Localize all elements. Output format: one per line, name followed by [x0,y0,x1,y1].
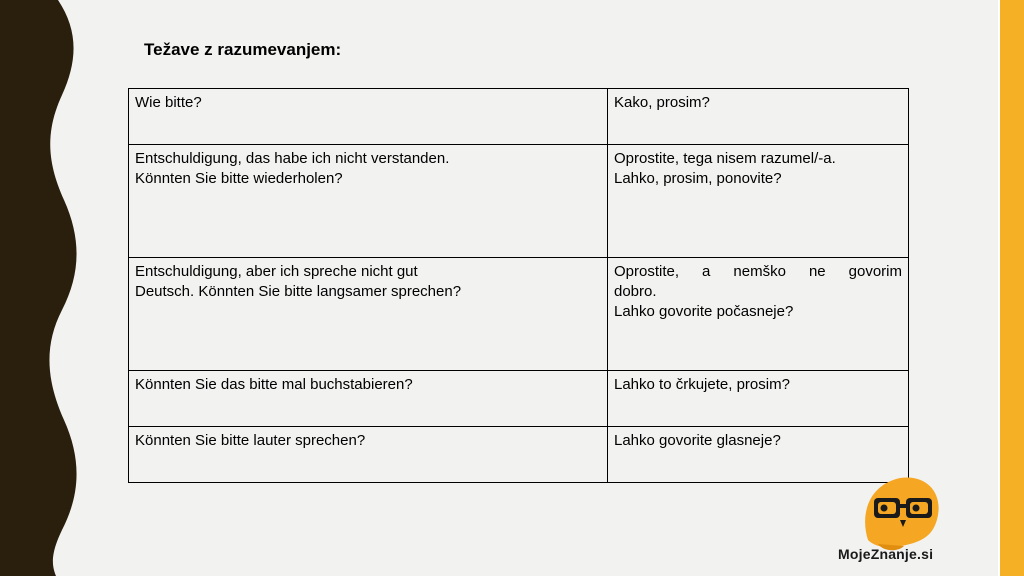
german-phrase-line: Entschuldigung, aber ich spreche nicht gut [135,263,418,280]
german-phrase-line: Deutsch. Könnten Sie bitte langsamer sprechen? [135,283,462,300]
table-row [129,371,909,427]
slovene-translation-line: Oprostite, a nemško ne govorim [614,263,902,280]
table-row [129,89,909,145]
german-phrase-line: Könnten Sie das bitte mal buchstabieren? [135,376,413,393]
table-row [129,427,909,483]
german-phrase-cell [129,258,608,371]
table-row [129,145,909,258]
slovene-translation-cell [608,371,909,427]
slovene-translation-cell [608,258,909,371]
slovene-translation-line: Lahko to črkujete, prosim? [614,376,790,393]
slovene-translation-line: Oprostite, tega nisem razumel/-a. [614,150,836,167]
german-phrase-line: Könnten Sie bitte lauter sprechen? [135,432,366,449]
slovene-translation-line: Lahko govorite glasneje? [614,432,781,449]
table-row [129,258,909,371]
german-phrase-cell [129,145,608,258]
german-phrase-cell [129,427,608,483]
german-phrase-line: Könnten Sie bitte wiederholen? [135,170,343,187]
slide-title: Težave z razumevanjem: [144,40,342,59]
phrase-table [128,88,909,483]
german-phrase-cell [129,371,608,427]
decorative-left-wave [0,0,80,576]
slovene-translation-line: Lahko, prosim, ponovite? [614,170,782,187]
slovene-translation-cell [608,145,909,258]
slovene-translation-line: dobro. [614,283,657,300]
brand-logo-text: MojeZnanje.si [838,546,934,562]
slovene-translation-cell [608,89,909,145]
decorative-right-stripe [1000,0,1024,576]
german-phrase-line: Wie bitte? [135,94,202,111]
german-phrase-line: Entschuldigung, das habe ich nicht verstanden. [135,150,450,167]
slovene-translation-line: Lahko govorite počasneje? [614,303,794,320]
german-phrase-cell [129,89,608,145]
slovene-translation-line: Kako, prosim? [614,94,710,111]
